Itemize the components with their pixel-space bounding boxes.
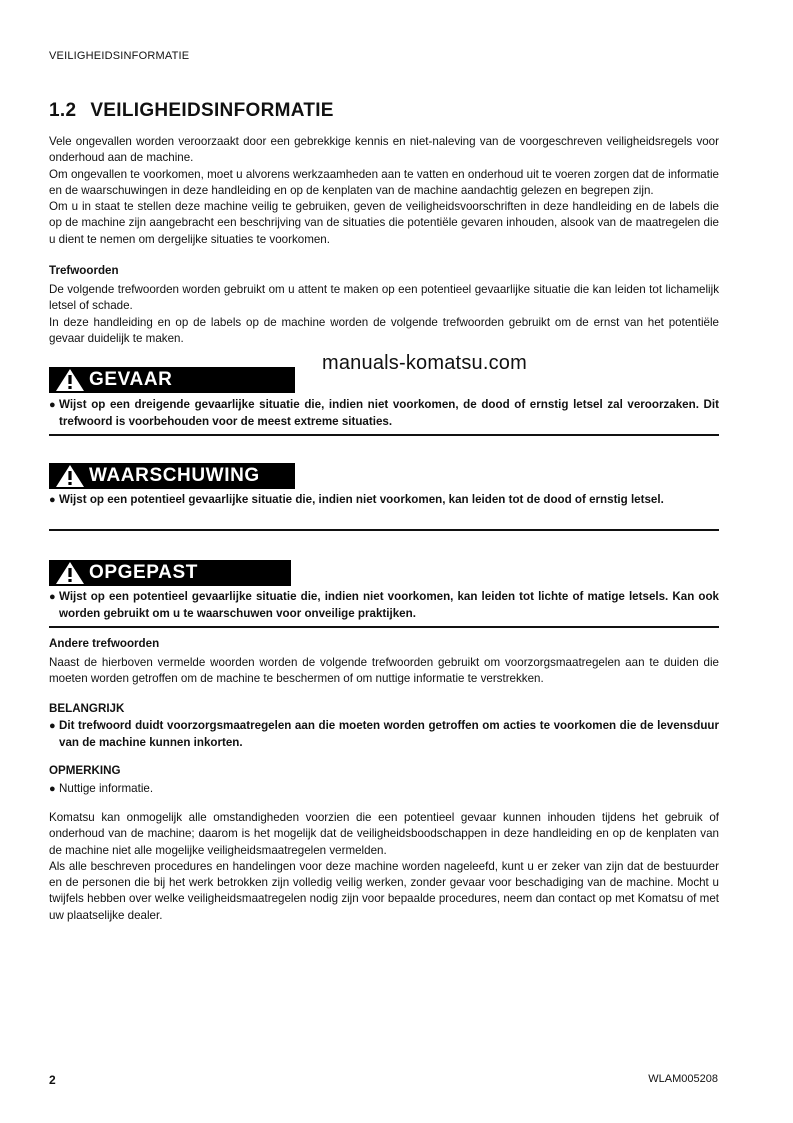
gevaar-text: Wijst op een dreigende gevaarlijke situatie die, indien niet voorkomen, de dood of ernstig letsel zal veroorzaken. Dit trefwoord is voorbehouden voor de meest extreme situaties. bbox=[59, 398, 719, 428]
waarschuwing-text: Wijst op een potentieel gevaarlijke situatie die, indien niet voorkomen, kan leiden tot de dood of ernstig letsel. bbox=[59, 493, 664, 506]
gevaar-description bbox=[49, 397, 719, 430]
page-number: 2 bbox=[49, 1073, 56, 1087]
belangrijk-text: Dit trefwoord duidt voorzorgsmaatregelen aan die moeten worden getroffen om acties te voorkomen die de levensduur van de machine kunnen inkorten. bbox=[59, 719, 719, 749]
bullet-dot: ● bbox=[49, 494, 56, 506]
belangrijk-description bbox=[49, 718, 719, 751]
opgepast-signal-box bbox=[49, 560, 291, 586]
section-title bbox=[49, 100, 334, 122]
waarschuwing-signal-word: WAARSCHUWING bbox=[89, 465, 260, 486]
opmerking-text: Nuttige informatie. bbox=[59, 782, 154, 795]
waarschuwing-signal-box bbox=[49, 463, 295, 489]
intro-paragraph-2: Om ongevallen te voorkomen, moet u alvorens werkzaamheden aan te vatten en onderhoud uit te voeren zorgen dat de informatie en de waarschuwingen in deze handleiding en op de kenplaten van de machine aandachtig gelezen en begrepen zijn. bbox=[49, 167, 719, 197]
running-header: VEILIGHEIDSINFORMATIE bbox=[49, 50, 190, 62]
bullet-dot: ● bbox=[49, 720, 56, 732]
opmerking-heading: OPMERKING bbox=[49, 764, 121, 777]
bullet-dot: ● bbox=[49, 399, 56, 411]
waarschuwing-description bbox=[49, 492, 719, 509]
closing-paragraphs bbox=[49, 810, 719, 924]
section-number: 1.2 bbox=[49, 100, 77, 121]
bullet-dot: ● bbox=[49, 591, 56, 603]
closing-paragraph-1: Komatsu kan onmogelijk alle omstandigheden voorzien die een potentieel gevaar kunnen inhouden tijdens het gebruik of onderhoud van de machine; daarom is het mogelijk dat de veiligheidsboodschappen in deze handleiding en op de kenplaten van de machine niet alle mogelijke veiligheidsmaatregelen vermelden. bbox=[49, 811, 719, 857]
gevaar-divider bbox=[49, 434, 719, 436]
belangrijk-heading: BELANGRIJK bbox=[49, 702, 125, 715]
document-code: WLAM005208 bbox=[648, 1073, 718, 1085]
andere-heading: Andere trefwoorden bbox=[49, 637, 160, 650]
trefwoorden-paragraph-2: In deze handleiding en op de labels op de machine worden de volgende trefwoorden gebruikt om de ernst van het potentiële gevaar duidelijk te maken. bbox=[49, 315, 719, 345]
trefwoorden-heading: Trefwoorden bbox=[49, 264, 119, 277]
trefwoorden-paragraphs bbox=[49, 282, 719, 347]
opgepast-divider bbox=[49, 626, 719, 628]
andere-paragraph: Naast de hierboven vermelde woorden worden de volgende trefwoorden gebruikt om voorzorgsmaatregelen aan te duiden die moeten worden getroffen om de machine te beschermen of om nuttige informatie te verstrekken. bbox=[49, 656, 719, 686]
opmerking-description bbox=[49, 781, 719, 798]
opgepast-description bbox=[49, 589, 719, 622]
closing-paragraph-2: Als alle beschreven procedures en handelingen voor deze machine worden nageleefd, kunt u er zeker van zijn dat de bestuurder en de personen die bij het werk betrokken zijn volledig veilig werken, zonder gevaar voor beschadiging van de machine. Mocht u twijfels hebben over welke veiligheidsmaatregelen nodig zijn voor bepaalde procedures, neem dan contact op met Komatsu of met uw plaatselijke dealer. bbox=[49, 859, 719, 922]
opgepast-text: Wijst op een potentieel gevaarlijke situatie die, indien niet voorkomen, kan leiden tot lichte of matige letsels. Kan ook worden gebruikt om u te waarschuwen voor onveilige praktijken. bbox=[59, 590, 719, 620]
warning-triangle-icon bbox=[55, 464, 85, 488]
warning-triangle-icon bbox=[55, 561, 85, 585]
intro-paragraph-1: Vele ongevallen worden veroorzaakt door een gebrekkige kennis en niet-naleving van de voorgeschreven veiligheidsregels voor onderhoud aan de machine. bbox=[49, 135, 719, 165]
watermark: manuals-komatsu.com bbox=[322, 352, 527, 374]
bullet-dot: ● bbox=[49, 783, 56, 795]
section-title-text: VEILIGHEIDSINFORMATIE bbox=[90, 100, 334, 121]
trefwoorden-paragraph-1: De volgende trefwoorden worden gebruikt om u attent te maken op een potentieel gevaarlijke situatie die kan leiden tot lichamelijk letsel of schade. bbox=[49, 283, 719, 313]
warning-triangle-icon bbox=[55, 368, 85, 392]
opgepast-signal-word: OPGEPAST bbox=[89, 562, 198, 583]
intro-paragraph-3: Om u in staat te stellen deze machine veilig te gebruiken, geven de veiligheidsvoorschriften in deze handleiding en de labels die op de machine zijn aangebracht een beschrijving van de situaties die potentiële gevaren inhouden, alsook van de maatregelen die u dient te nemen om dergelijke situaties te voorkomen. bbox=[49, 200, 719, 246]
waarschuwing-divider bbox=[49, 529, 719, 531]
gevaar-signal-word: GEVAAR bbox=[89, 369, 173, 390]
gevaar-signal-box bbox=[49, 367, 295, 393]
intro-paragraphs bbox=[49, 134, 719, 248]
